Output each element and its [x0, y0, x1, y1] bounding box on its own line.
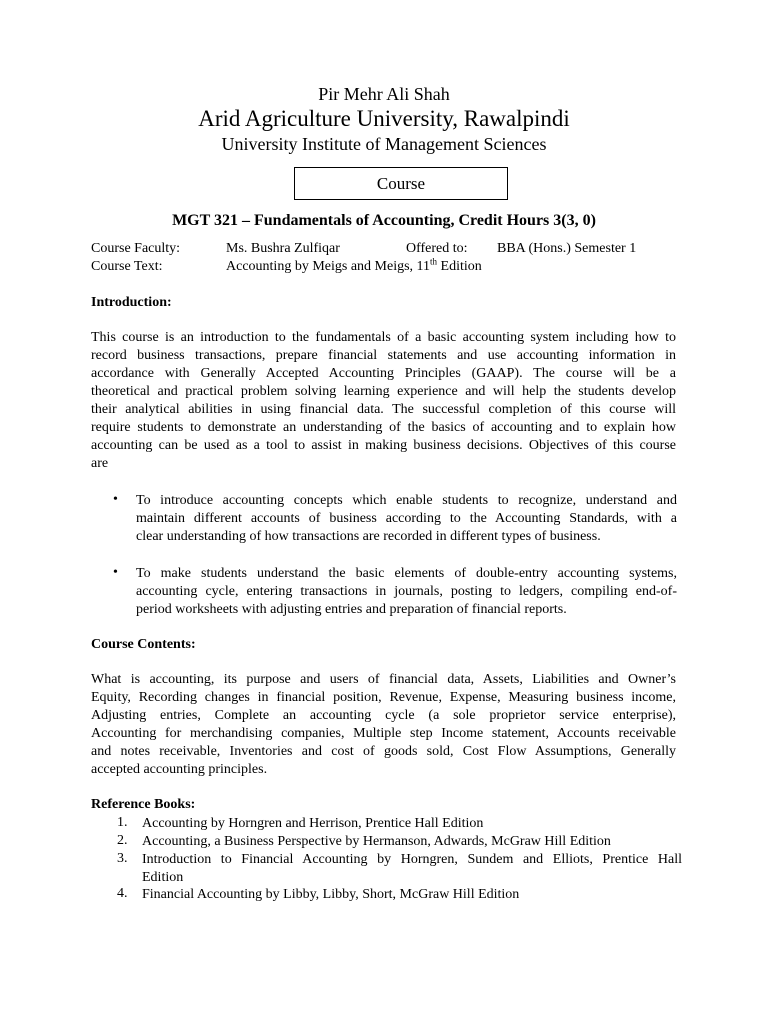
intro-line: record business transactions, prepare financial statements and use accounting information in [91, 348, 676, 363]
contents-line: What is accounting, its purpose and users of financial data, Assets, Liabilities and Owner’s [91, 672, 676, 687]
institute-name: University Institute of Management Sciences [221, 134, 547, 154]
objective-line: period worksheets with adjusting entries and preparation of financial reports. [136, 602, 567, 617]
reference-line: Edition [142, 870, 184, 885]
reference-number: 2. [117, 833, 128, 848]
contents-line: Equity, Recording changes in financial position, Revenue, Expense, Measuring business income, [91, 690, 676, 705]
intro-line: require students to demonstrate an understanding of the basics of accounting and to explain how [91, 420, 676, 435]
course-text-label: Course Text: [91, 259, 163, 274]
intro-line: accordance with Generally Accepted Accounting Principles (GAAP). The course will be a [91, 366, 676, 381]
contents-line: Adjusting entries, Complete an accounting cycle (a sole proprietor service enterprise), [91, 708, 676, 723]
course-text-value [226, 256, 482, 275]
objective-item [136, 492, 677, 546]
reference-item [142, 833, 682, 851]
course-contents-heading: Course Contents: [91, 637, 196, 652]
reference-item [142, 851, 682, 887]
reference-item [142, 886, 682, 904]
objective-line: clear understanding of how transactions are recorded in different types of business. [136, 529, 601, 544]
course-text-value-end: Edition [437, 259, 482, 274]
bullet-icon: • [113, 565, 118, 580]
reference-line: Accounting by Horngren and Herrison, Prentice Hall Edition [142, 816, 484, 831]
university-name: Arid Agriculture University, Rawalpindi [198, 106, 570, 131]
contents-line: Accounting for merchandising companies, Multiple step Income statement, Accounts receivable [91, 726, 676, 741]
course-title: MGT 321 – Fundamentals of Accounting, Credit Hours 3(3, 0) [172, 212, 596, 229]
faculty-label: Course Faculty: [91, 241, 181, 256]
objective-line: accounting cycle, entering transactions in journals, posting to ledgers, compiling end-of- [136, 584, 677, 599]
introduction-paragraph [91, 329, 676, 473]
reference-number: 1. [117, 815, 128, 830]
reference-number: 3. [117, 851, 128, 866]
bullet-icon: • [113, 492, 118, 507]
course-label-box: Course [294, 167, 508, 200]
objective-line: maintain different accounts of business according to the Accounting Standards, with a [136, 511, 677, 526]
course-text-value-sup: th [430, 256, 438, 267]
contents-line: accepted accounting principles. [91, 762, 268, 777]
objective-line: To introduce accounting concepts which enable students to recognize, understand and [136, 493, 677, 508]
institution-name-line1: Pir Mehr Ali Shah [318, 84, 450, 104]
reference-item [142, 815, 682, 833]
reference-books-heading: Reference Books: [91, 797, 196, 812]
introduction-heading: Introduction: [91, 295, 172, 310]
reference-line: Financial Accounting by Libby, Libby, Short, McGraw Hill Edition [142, 887, 520, 902]
faculty-value: Ms. Bushra Zulfiqar [226, 241, 340, 256]
course-contents-paragraph [91, 671, 676, 779]
intro-line: theoretical and practical problem solving learning experience and will help the students develop [91, 384, 676, 399]
objective-item [136, 565, 677, 619]
reference-line: Introduction to Financial Accounting by Horngren, Sundem and Elliots, Prentice Hall [142, 852, 682, 867]
intro-line: accounting can be used as a tool to assist in making business decisions. Objectives of this course [91, 438, 676, 453]
intro-line: their analytical abilities in using financial data. The successful completion of this course will [91, 402, 676, 417]
reference-line: Accounting, a Business Perspective by Hermanson, Adwards, McGraw Hill Edition [142, 834, 611, 849]
objective-line: To make students understand the basic elements of double-entry accounting systems, [136, 566, 677, 581]
intro-line: This course is an introduction to the fundamentals of a basic accounting system including how to [91, 330, 676, 345]
contents-line: and notes receivable, Inventories and cost of goods sold, Cost Flow Assumptions, Generally [91, 744, 676, 759]
offered-label: Offered to: [406, 241, 468, 256]
course-text-value-main: Accounting by Meigs and Meigs, 11 [226, 259, 431, 274]
intro-line: are [91, 456, 109, 471]
offered-value: BBA (Hons.) Semester 1 [497, 241, 637, 256]
reference-number: 4. [117, 886, 128, 901]
